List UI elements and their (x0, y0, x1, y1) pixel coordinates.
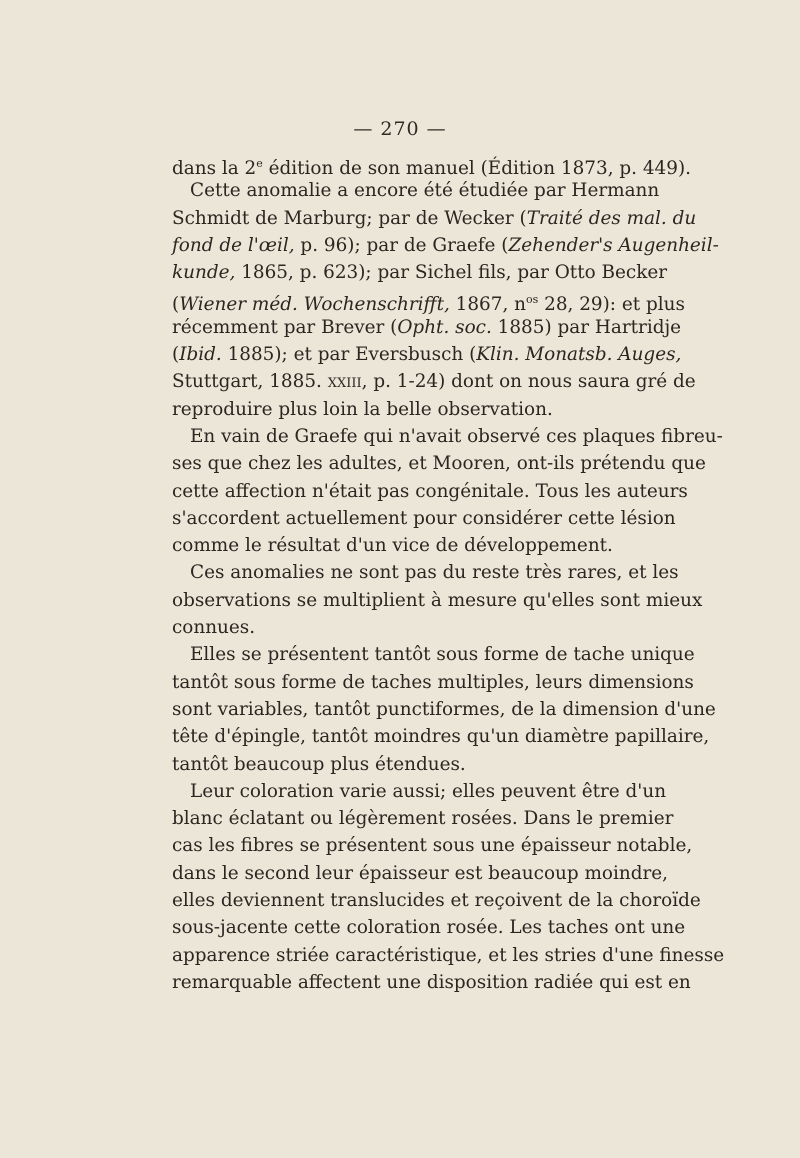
text-line (172, 177, 660, 204)
text-segment: ( (172, 344, 180, 366)
text-line (172, 969, 691, 996)
text-segment: tantôt beaucoup plus étendues. (172, 753, 466, 775)
text-line (172, 860, 669, 887)
text-line (172, 559, 679, 586)
text-segment: 1867, n (449, 294, 526, 316)
text-segment: blanc éclatant ou légèrement rosées. Dans le premier (172, 808, 674, 830)
text-segment: comme le résultat d'un vice de développement. (172, 535, 613, 557)
text-segment: En vain de Graefe qui n'avait observé ces plaques fibreu- (190, 425, 723, 447)
text-segment: , p. 1-24) dont on nous saura gré de (361, 371, 696, 393)
text-segment: reproduire plus loin la belle observation. (172, 398, 553, 420)
superscript: os (526, 293, 539, 307)
text-line (172, 805, 674, 832)
text-segment: 1865, p. 623); par Sichel fils, par Otto Becker (235, 262, 668, 284)
text-segment: s'accordent actuellement pour considérer cette lésion (172, 507, 676, 529)
text-line (172, 587, 703, 614)
text-line (172, 832, 693, 859)
italic-text: Wiener méd. Wochenschrifft, (179, 294, 450, 316)
text-segment: cette affection n'était pas congénitale. Tous les auteurs (172, 480, 688, 502)
text-segment: observations se multiplient à mesure qu'elles sont mieux (172, 589, 703, 611)
text-segment: sont variables, tantôt punctiformes, de la dimension d'une (172, 698, 716, 720)
text-segment: Elles se présentent tantôt sous forme de tache unique (190, 644, 695, 666)
text-line (172, 396, 642, 423)
text-segment: dans le second leur épaisseur est beaucoup moindre, (172, 862, 669, 884)
text-segment: Stuttgart, 1885. (172, 371, 328, 393)
text-segment: tête d'épingle, tantôt moindres qu'un diamètre papillaire, (172, 726, 710, 748)
text-segment: cas les fibres se présentent sous une épaisseur notable, (172, 835, 693, 857)
text-line (172, 368, 696, 395)
text-line (172, 286, 685, 316)
text-segment: Leur coloration varie aussi; elles peuvent être d'un (190, 780, 667, 802)
text-segment: récemment par Brever ( (172, 316, 398, 338)
text-line (172, 751, 642, 778)
text-line (172, 696, 716, 723)
text-line (172, 532, 642, 559)
text-line (172, 259, 668, 286)
text-line (172, 505, 676, 532)
text-line (172, 314, 682, 341)
page-number: — 270 — (353, 118, 447, 140)
text-line (172, 341, 682, 368)
text-line (172, 232, 719, 259)
italic-text: Klin. Monatsb. Auges, (476, 344, 682, 366)
text-segment: édition de son manuel (Édition 1873, p. 449). (262, 158, 691, 179)
text-line (172, 478, 688, 505)
text-segment: xxiii (327, 371, 362, 393)
italic-text: Opht. soc. (397, 316, 492, 338)
text-line (172, 914, 686, 941)
text-segment: ses que chez les adultes, et Mooren, ont-ils prétendu que (172, 453, 706, 475)
text-segment: 1885) par Hartridje (491, 316, 682, 338)
text-line (172, 614, 642, 641)
text-segment: Ces anomalies ne sont pas du reste très rares, et les (190, 562, 679, 584)
text-line (172, 778, 667, 805)
text-segment: 1885); et par Eversbusch ( (221, 344, 477, 366)
superscript: e (256, 157, 263, 170)
text-line (172, 150, 691, 179)
italic-text: Zehender's Augenheil- (508, 234, 719, 256)
italic-text: Traité des mal. du (526, 207, 697, 229)
text-segment: sous-jacente cette coloration rosée. Les taches ont une (172, 917, 686, 939)
body-text (172, 150, 725, 996)
text-line (172, 887, 701, 914)
text-line (172, 669, 694, 696)
text-segment: elles deviennent translucides et reçoivent de la choroïde (172, 890, 701, 912)
text-segment: dans la 2 (172, 158, 257, 179)
italic-text: kunde, (172, 262, 236, 284)
text-segment: apparence striée caractéristique, et les stries d'une finesse (172, 944, 725, 966)
italic-text: fond de l'œil, (172, 234, 295, 256)
text-segment: connues. (172, 617, 256, 639)
text-segment: p. 96); par de Graefe ( (294, 234, 509, 256)
text-line (172, 423, 723, 450)
text-segment: remarquable affectent une disposition radiée qui est en (172, 971, 691, 993)
text-line (172, 205, 697, 232)
text-segment: ( (172, 294, 180, 316)
text-line (172, 942, 725, 969)
text-line (172, 641, 695, 668)
italic-text: Ibid. (179, 344, 222, 366)
text-line (172, 450, 706, 477)
text-segment: Schmidt de Marburg; par de Wecker ( (172, 207, 527, 229)
text-segment: tantôt sous forme de taches multiples, leurs dimensions (172, 671, 694, 693)
text-segment: Cette anomalie a encore été étudiée par Hermann (190, 180, 660, 202)
text-line (172, 723, 710, 750)
text-segment: 28, 29): et plus (538, 294, 685, 316)
